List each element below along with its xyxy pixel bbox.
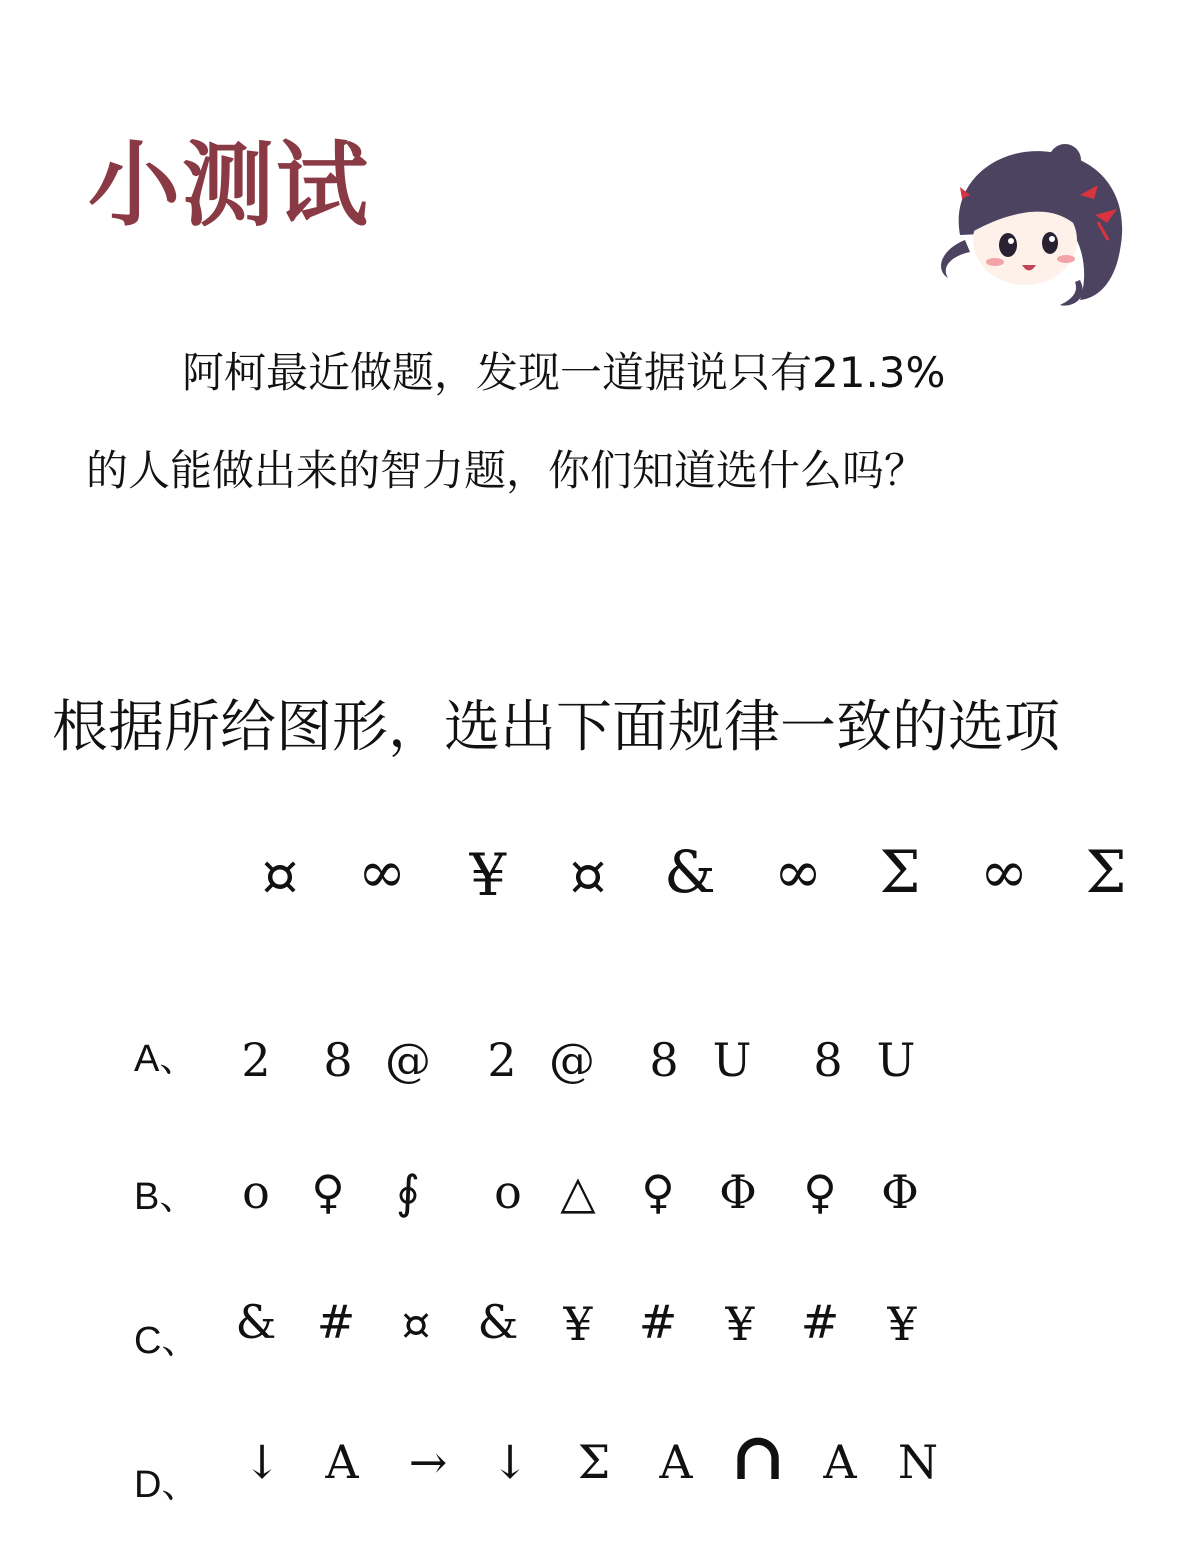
option-symbol: ∮ [396, 1165, 420, 1219]
option-symbol: A [823, 1435, 857, 1489]
option-symbol: ↓ [490, 1435, 530, 1489]
sequence-symbol: ∞ [979, 838, 1029, 906]
page-title: 小测试 [88, 132, 371, 239]
option-symbol: & [477, 1295, 519, 1349]
option-symbol: o [494, 1165, 522, 1219]
option-symbol: N [897, 1435, 939, 1489]
sequence-symbol: ¥ [469, 841, 507, 909]
option-symbol: △ [560, 1165, 596, 1219]
option-symbol: 2 [241, 1033, 271, 1087]
option-symbol: A [325, 1435, 359, 1489]
option-symbol: A [659, 1435, 693, 1489]
option-symbol: Φ [719, 1165, 757, 1219]
option-symbol: @ [385, 1033, 431, 1087]
option-symbol: 2 [487, 1033, 517, 1087]
question-prompt: 根据所给图形，选出下面规律一致的选项 [52, 695, 1060, 760]
option-label: C、 [134, 1320, 200, 1362]
option-symbol: 8 [323, 1033, 353, 1087]
option-symbol: # [638, 1295, 678, 1349]
chibi-girl-avatar-icon [930, 140, 1140, 310]
option-symbol: 8 [813, 1033, 843, 1087]
option-symbol: U [712, 1033, 752, 1087]
option-symbol: ¤ [401, 1297, 431, 1351]
option-symbol: → [408, 1435, 448, 1489]
sequence-symbol: ¤ [569, 841, 607, 909]
option-symbol: o [242, 1165, 270, 1219]
option-symbol: ↓ [242, 1435, 282, 1489]
option-symbol: U [876, 1033, 916, 1087]
option-symbol: & [235, 1295, 277, 1349]
option-label: B、 [134, 1176, 198, 1218]
option-symbol: ¥ [887, 1297, 917, 1351]
option-symbol: ¥ [725, 1297, 755, 1351]
option-symbol: Σ [577, 1435, 611, 1489]
option-symbol: Φ [881, 1165, 919, 1219]
option-symbol: ¥ [563, 1297, 593, 1351]
option-symbol: @ [549, 1033, 595, 1087]
option-symbol: ♀ [311, 1165, 345, 1219]
option-symbol: # [800, 1295, 840, 1349]
option-symbol: # [316, 1295, 356, 1349]
sequence-symbol: ¤ [261, 841, 299, 909]
sequence-symbol: Σ [1085, 838, 1127, 906]
option-symbol: ♀ [803, 1165, 837, 1219]
sequence-symbol: ∞ [357, 838, 407, 906]
sequence-symbol: ∞ [773, 838, 823, 906]
sequence-symbol: Σ [879, 838, 921, 906]
option-symbol: ∩ [730, 1417, 786, 1495]
intro-line-1: 阿柯最近做题，发现一道据说只有21.3% [182, 348, 946, 397]
option-label: A、 [134, 1038, 198, 1080]
option-symbol: 8 [649, 1033, 679, 1087]
option-label: D、 [134, 1464, 200, 1506]
intro-line-2: 的人能做出来的智力题，你们知道选什么吗？ [86, 446, 927, 495]
option-symbol: ♀ [641, 1165, 675, 1219]
sequence-symbol: & [664, 838, 716, 906]
